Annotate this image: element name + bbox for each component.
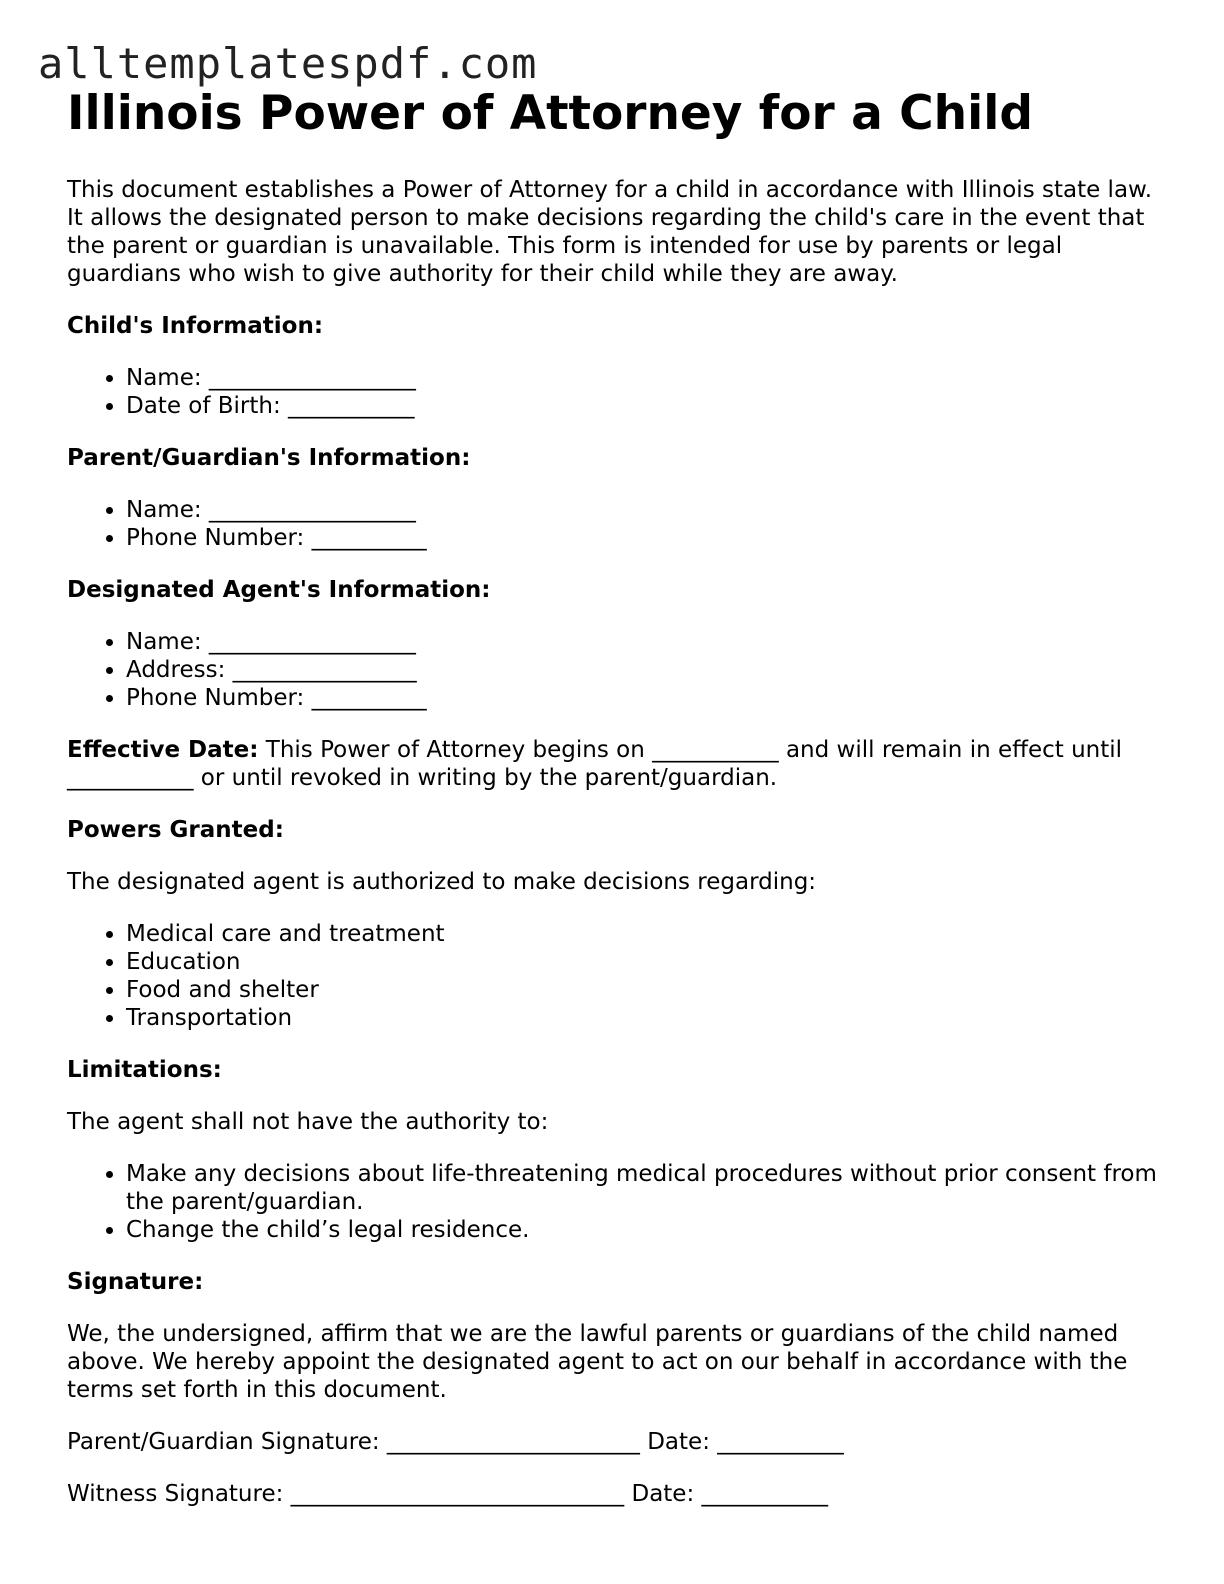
list-item: • Make any decisions about life-threatening medical procedures without prior consent from the parent/guardian. xyxy=(126,1160,1157,1216)
page-title: Illinois Power of Attorney for a Child xyxy=(67,86,1033,141)
limitations-heading: Limitations: xyxy=(67,1057,222,1083)
child-dob-field: • Date of Birth: ___________ xyxy=(126,392,1157,420)
intro-paragraph: This document establishes a Power of Attorney for a child in accordance with Illinois state law. It allows the designated person to make decisions regarding the child's care in the event that the parent or guardian is unavailable. This form is intended for use by parents or legal guardians who wish to give authority for their child while they are away. xyxy=(67,177,1153,287)
effective-date-text: This Power of Attorney begins on ___________ and will remain in effect until ___________ or until revoked in writing by the parent/guardian. xyxy=(67,737,1123,791)
list-item: • Food and shelter xyxy=(126,976,1157,1004)
list-item: • Transportation xyxy=(126,1004,1157,1032)
list-item: • Medical care and treatment xyxy=(126,920,1157,948)
agent-address-field: • Address: ________________ xyxy=(126,656,1157,684)
parent-phone-field: • Phone Number: __________ xyxy=(126,524,1157,552)
agent-info-list xyxy=(67,628,1157,712)
effective-date-label: Effective Date: xyxy=(67,737,259,763)
effective-date-paragraph xyxy=(67,736,1157,792)
powers-heading: Powers Granted: xyxy=(67,817,284,843)
agent-phone-field: • Phone Number: __________ xyxy=(126,684,1157,712)
child-name-field: • Name: __________________ xyxy=(126,364,1157,392)
child-info-list xyxy=(67,364,1157,420)
document xyxy=(67,86,1157,1508)
list-item: • Education xyxy=(126,948,1157,976)
parent-name-field: • Name: __________________ xyxy=(126,496,1157,524)
list-item: • Change the child’s legal residence. xyxy=(126,1216,1157,1244)
parent-signature-line: Parent/Guardian Signature: ______________________ Date: ___________ xyxy=(67,1429,844,1455)
parent-info-list xyxy=(67,496,1157,552)
witness-signature-line: Witness Signature: _____________________________ Date: ___________ xyxy=(67,1481,829,1507)
signature-paragraph: We, the undersigned, affirm that we are the lawful parents or guardians of the child named above. We hereby appoint the designated agent to act on our behalf in accordance with the terms set forth in this document. xyxy=(67,1321,1128,1403)
child-info-heading: Child's Information: xyxy=(67,313,324,339)
limitations-list xyxy=(67,1160,1157,1244)
signature-heading: Signature: xyxy=(67,1269,204,1295)
parent-info-heading: Parent/Guardian's Information: xyxy=(67,445,471,471)
agent-info-heading: Designated Agent's Information: xyxy=(67,577,491,603)
limitations-intro: The agent shall not have the authority to: xyxy=(67,1109,549,1135)
powers-intro: The designated agent is authorized to make decisions regarding: xyxy=(67,869,817,895)
watermark: alltemplatespdf.com xyxy=(38,39,538,88)
powers-list xyxy=(67,920,1157,1032)
agent-name-field: • Name: __________________ xyxy=(126,628,1157,656)
